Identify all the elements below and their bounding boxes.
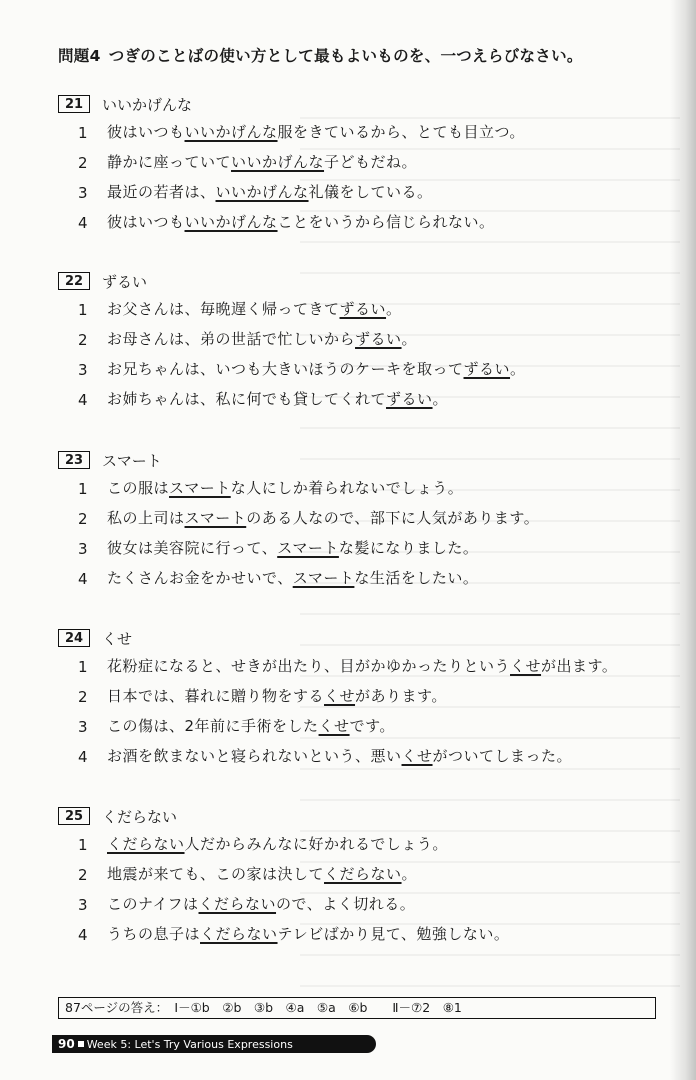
page-edge-shadow: [670, 0, 696, 1080]
option-number: 3: [78, 540, 88, 558]
option-number: 2: [78, 688, 88, 706]
question-word: いいかげんな: [102, 95, 193, 114]
option-2: 2 日本では、暮れに贈り物をするくせがあります。: [78, 687, 447, 706]
page-number: 90: [58, 1037, 75, 1051]
option-3: 3 この傷は、2年前に手術をしたくせです。: [78, 717, 395, 736]
option-1: 1 この服はスマートな人にしか着られないでしょう。: [78, 479, 464, 498]
question-24: [58, 627, 658, 769]
option-3: 3 このナイフはくだらないので、よく切れる。: [78, 895, 416, 914]
question-22: [58, 270, 658, 412]
question-word: くだらない: [102, 807, 178, 826]
option-number: 1: [78, 124, 88, 142]
question-number-box: 23: [58, 451, 90, 469]
option-number: 4: [78, 391, 88, 409]
underlined-target-word: いいかげんな: [184, 213, 278, 231]
option-number: 2: [78, 510, 88, 528]
section-label: 問題4: [58, 47, 101, 65]
option-number: 3: [78, 718, 88, 736]
question-word: ずるい: [102, 272, 148, 291]
option-3: 3 最近の若者は、いいかげんな礼儀をしている。: [78, 183, 433, 202]
underlined-target-word: くせ: [401, 747, 433, 765]
footer-title: Week 5: Let's Try Various Expressions: [86, 1037, 293, 1051]
section-instruction: つぎのことばの使い方として最もよいものを、一つえらびなさい。: [108, 47, 583, 65]
option-number: 4: [78, 214, 88, 232]
underlined-target-word: くだらない: [107, 835, 185, 853]
underlined-target-word: くだらない: [200, 925, 278, 943]
question-number-box: 22: [58, 272, 90, 290]
question-21: [58, 93, 658, 235]
option-1: 1 花粉症になると、せきが出たり、目がかゆかったりというくせが出ます。: [78, 657, 618, 676]
question-number-box: 24: [58, 629, 90, 647]
option-number: 4: [78, 570, 88, 588]
section-heading: [58, 44, 583, 66]
option-number: 2: [78, 866, 88, 884]
underlined-target-word: ずるい: [339, 300, 387, 318]
underlined-target-word: くせ: [318, 717, 350, 735]
option-4: 4 たくさんお金をかせいで、スマートな生活をしたい。: [78, 569, 479, 588]
option-number: 3: [78, 184, 88, 202]
underlined-target-word: くせ: [510, 657, 542, 675]
option-number: 2: [78, 154, 88, 172]
option-3: 3 お兄ちゃんは、いつも大きいほうのケーキを取ってずるい。: [78, 360, 526, 379]
underlined-target-word: ずるい: [463, 360, 511, 378]
underlined-target-word: いいかげんな: [184, 123, 278, 141]
option-number: 1: [78, 836, 88, 854]
underlined-target-word: くだらない: [198, 895, 277, 913]
option-4: 4 お姉ちゃんは、私に何でも貸してくれてずるい。: [78, 390, 449, 409]
option-3: 3 彼女は美容院に行って、スマートな髪になりました。: [78, 539, 479, 558]
option-2: 2 静かに座っていていいかげんな子どもだね。: [78, 153, 418, 172]
option-2: 2 地震が来ても、この家は決してくだらない。: [78, 865, 418, 884]
option-number: 1: [78, 480, 88, 498]
option-number: 3: [78, 896, 88, 914]
option-4: 4 うちの息子はくだらないテレビばかり見て、勉強しない。: [78, 925, 510, 944]
underlined-target-word: ずるい: [386, 390, 433, 408]
option-number: 1: [78, 658, 88, 676]
underlined-target-word: スマート: [169, 479, 231, 497]
question-25: [58, 805, 658, 947]
question-number-box: 25: [58, 807, 90, 825]
question-23: [58, 449, 658, 591]
option-number: 3: [78, 361, 88, 379]
underlined-target-word: いいかげんな: [231, 153, 325, 171]
underlined-target-word: くせ: [324, 687, 356, 705]
option-2: 2 お母さんは、弟の世話で忙しいからずるい。: [78, 330, 418, 349]
option-4: 4 お酒を飲まないと寝られないという、悪いくせがついてしまった。: [78, 747, 573, 766]
underlined-target-word: くだらない: [324, 865, 402, 883]
option-number: 2: [78, 331, 88, 349]
question-number-box: 21: [58, 95, 90, 113]
option-number: 4: [78, 926, 88, 944]
footer-bar: [52, 1035, 376, 1053]
option-4: 4 彼はいつもいいかげんなことをいうから信じられない。: [78, 213, 495, 232]
question-word: くせ: [102, 629, 133, 648]
underlined-target-word: ずるい: [355, 330, 402, 348]
underlined-target-word: いいかげんな: [215, 183, 309, 201]
underlined-target-word: スマート: [292, 569, 355, 587]
answer-key-box: 87ページの答え： Ⅰ－①b ②b ③b ④a ⑤a ⑥b Ⅱ－⑦2 ⑧1: [58, 997, 656, 1019]
option-1: 1 お父さんは、毎晩遅く帰ってきてずるい。: [78, 300, 402, 319]
underlined-target-word: スマート: [277, 539, 339, 557]
option-2: 2 私の上司はスマートのある人なので、部下に人気があります。: [78, 509, 540, 528]
option-number: 4: [78, 748, 88, 766]
question-word: スマート: [102, 451, 162, 470]
underlined-target-word: スマート: [184, 509, 247, 527]
option-1: 1 くだらない人だからみんなに好かれるでしょう。: [78, 835, 448, 854]
option-number: 1: [78, 301, 88, 319]
option-1: 1 彼はいつもいいかげんな服をきているから、とても目立つ。: [78, 123, 525, 142]
square-bullet-icon: [78, 1041, 84, 1047]
